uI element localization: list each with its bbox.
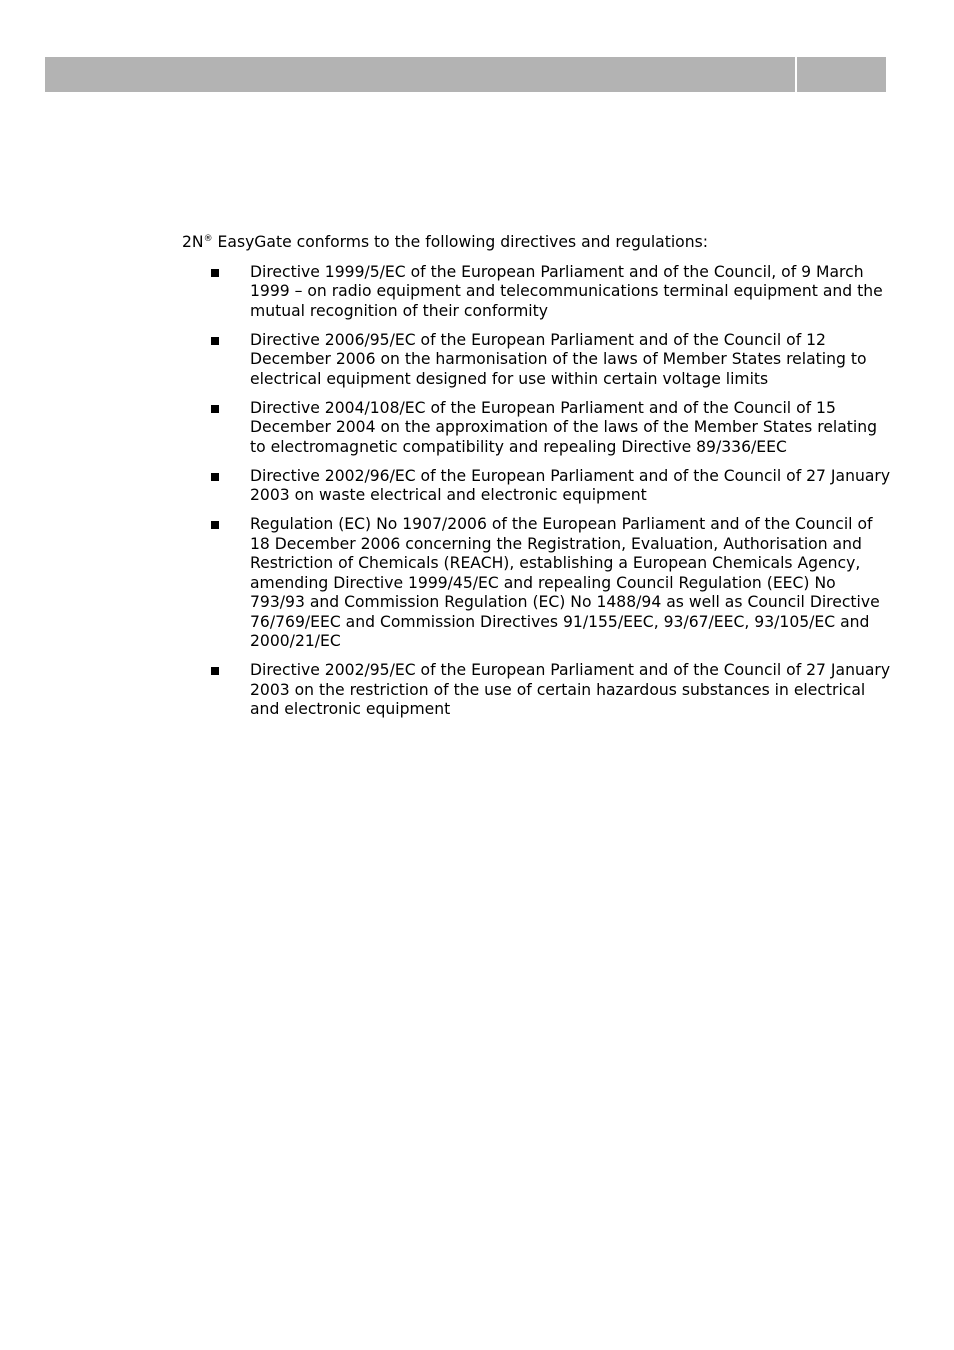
list-item — [182, 399, 892, 458]
header-bar — [45, 57, 886, 92]
header-bar-main-segment — [45, 57, 795, 92]
list-item — [182, 467, 892, 506]
directive-text: Directive 2002/95/EC of the European Parliament and of the Council of 27 January 2003 on the restriction of the use of certain hazardous substances in electrical and electronic equipment — [250, 661, 891, 718]
directive-text: Directive 2006/95/EC of the European Parliament and of the Council of 12 December 2006 on the harmonisation of the laws of Member States relating to electrical equipment designed for use within certain voltage limits — [250, 330, 867, 388]
regulation-text: Regulation (EC) No 1907/2006 of the European Parliament and of the Council of 18 December 2006 concerning the Registration, Evaluation, Authorisation and Restriction of Chemicals (REACH), establishing a European Chemicals Agency, amending Directive 1999/45/EC and repealing Council Regulation (EEC) No 793/93 and Commission Regulation (EC) No 1488/94 as well as Council Directive 76/769/EEC and Commission Directives 91/155/EEC, 93/67/EEC, 93/105/EC and 2000/21/EC — [250, 515, 880, 650]
square-bullet-icon — [211, 337, 219, 345]
intro-paragraph — [182, 233, 892, 253]
directives-list — [182, 263, 892, 720]
directive-text: Directive 2002/96/EC of the European Parliament and of the Council of 27 January 2003 on waste electrical and electronic equipment — [250, 466, 891, 504]
square-bullet-icon — [211, 521, 219, 529]
square-bullet-icon — [211, 473, 219, 481]
document-body — [182, 233, 892, 729]
brand-name: 2N — [182, 233, 204, 251]
list-item — [182, 331, 892, 390]
square-bullet-icon — [211, 667, 219, 675]
list-item — [182, 515, 892, 652]
directive-text: Directive 2004/108/EC of the European Parliament and of the Council of 15 December 2004 on the approximation of the laws of the Member States relating to electromagnetic compatibility and repealing Directive 89/336/EEC — [250, 398, 878, 456]
square-bullet-icon — [211, 405, 219, 413]
list-item — [182, 263, 892, 322]
header-bar-side-segment — [797, 57, 886, 92]
list-item — [182, 661, 892, 720]
square-bullet-icon — [211, 269, 219, 277]
registered-trademark-mark: ® — [203, 234, 213, 244]
directive-text: Directive 1999/5/EC of the European Parliament and of the Council, of 9 March 1999 – on radio equipment and telecommunications terminal equipment and the mutual recognition of their conformity — [250, 262, 883, 320]
intro-text: EasyGate conforms to the following directives and regulations: — [212, 233, 708, 251]
